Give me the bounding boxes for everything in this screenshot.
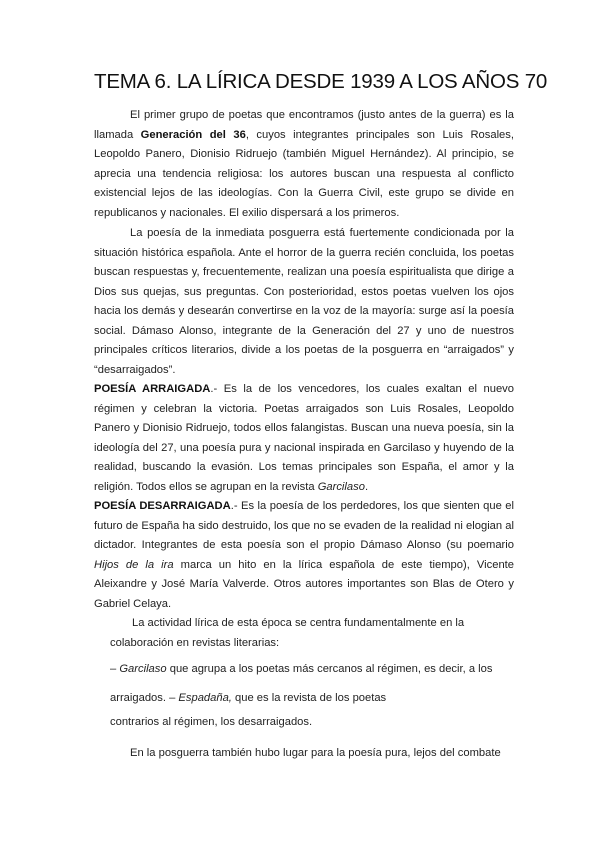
page-title: TEMA 6. LA LÍRICA DESDE 1939 A LOS AÑOS 70 [94,70,548,93]
p4-text-a: .- Es la poesía de los perdedores, los que sienten que el futuro de España ha sido destruido, los que no se evaden de la realidad ni elogian al dictador. Integrantes de esta poesía son el propio Dámaso Alonso (su poemario [94,500,515,551]
p1-text-c: , cuyos integrantes principales son Luis Rosales, Leopoldo Panero, Dionisio Ridruejo (también Miguel Hernández). Al principio, se aprecia una tendencia religiosa: los autores buscan una respuesta al conflicto existencial lejos de las ideologías. Con la Guerra Civil, este grupo se divide en republicanos y nacionales. El exilio dispersará a los primeros. [94,128,514,219]
list-magazine-garcilaso: Garcilaso [119,663,167,675]
paragraph-revistas: La actividad lírica de esta época se centra fundamentalmente en la colaboración en revistas literarias: [110,617,465,649]
paragraph-posguerra: La poesía de la inmediata posguerra está fuertemente condicionada por la situación histórica española. Ante el horror de la guerra recién concluida, los poetas buscan respuestas y, frecuentemente, realizan una poesía espiritualista que dirige a Dios sus quejas, sus preguntas. Con posterioridad, estos poetas vuelven los ojos hacia los demás y desearán convertirse en la voz de la mayoría: surge así la poesía social. Dámaso Alonso, integrante de la Generación del 27 y uno de nuestros principales críticos literarios, divide a los poetas de la posguerra en “arraigados” y “desarraigados”. [94,227,514,376]
list-dash: – [110,663,120,675]
list-item-garcilaso [110,660,492,680]
heading-poesia-arraigada: POESÍA ARRAIGADA [94,383,211,395]
p3-magazine: Garcilaso [317,480,365,493]
p3-text-a: .- Es la de los vencedores, los cuales exaltan el nuevo régimen y celebran la victoria. Poetas arraigados son Luis Rosales, Leopoldo Panero y Dionisio Ridruejo, todos ellos falangistas. Buscan una nueva poesía, sin la ideología del 27, una poesía pura y nacional inspirada en Garcilaso y huyendo de la realidad, buscando la evasión. Los temas principales son España, el amor y la religión. Todos ellos se agrupan en la revista [94,383,514,493]
p4-book: Hijos de la ira [94,558,174,571]
heading-poesia-desarraigada: POESÍA DESARRAIGADA [94,500,231,512]
paragraph-poesia-arraigada [94,380,514,497]
paragraph-generacion-36 [94,106,514,223]
paragraph-poesia-desarraigada [94,497,514,614]
list-magazine-espadana: Espadaña, [178,692,232,704]
p1-text-a: El primer grupo de poetas que encontramos (justo antes de la guerra) es la llamada [94,109,514,141]
paragraph-poesia-pura: En la posguerra también hubo lugar para la poesía pura, lejos del combate [130,747,501,759]
list-item-espadana [110,689,386,709]
p1-bold-term: Generación del 36 [140,128,246,141]
p4-text-b: marca un hito en la lírica española de este tiempo), Vicente Aleixandre y José María Valverde. Otros autores importantes son Blas de Otero y Gabriel Celaya. [94,558,514,610]
p3-text-b: . [364,480,369,493]
list-text-1: que agrupa a los poetas más cercanos al régimen, es decir, a los [166,663,493,675]
list-item-continuation: contrarios al régimen, los desarraigados. [110,716,313,728]
list-text-2-rest: que es la revista de los poetas [231,692,387,704]
list-text-2: arraigados. – [110,692,179,704]
